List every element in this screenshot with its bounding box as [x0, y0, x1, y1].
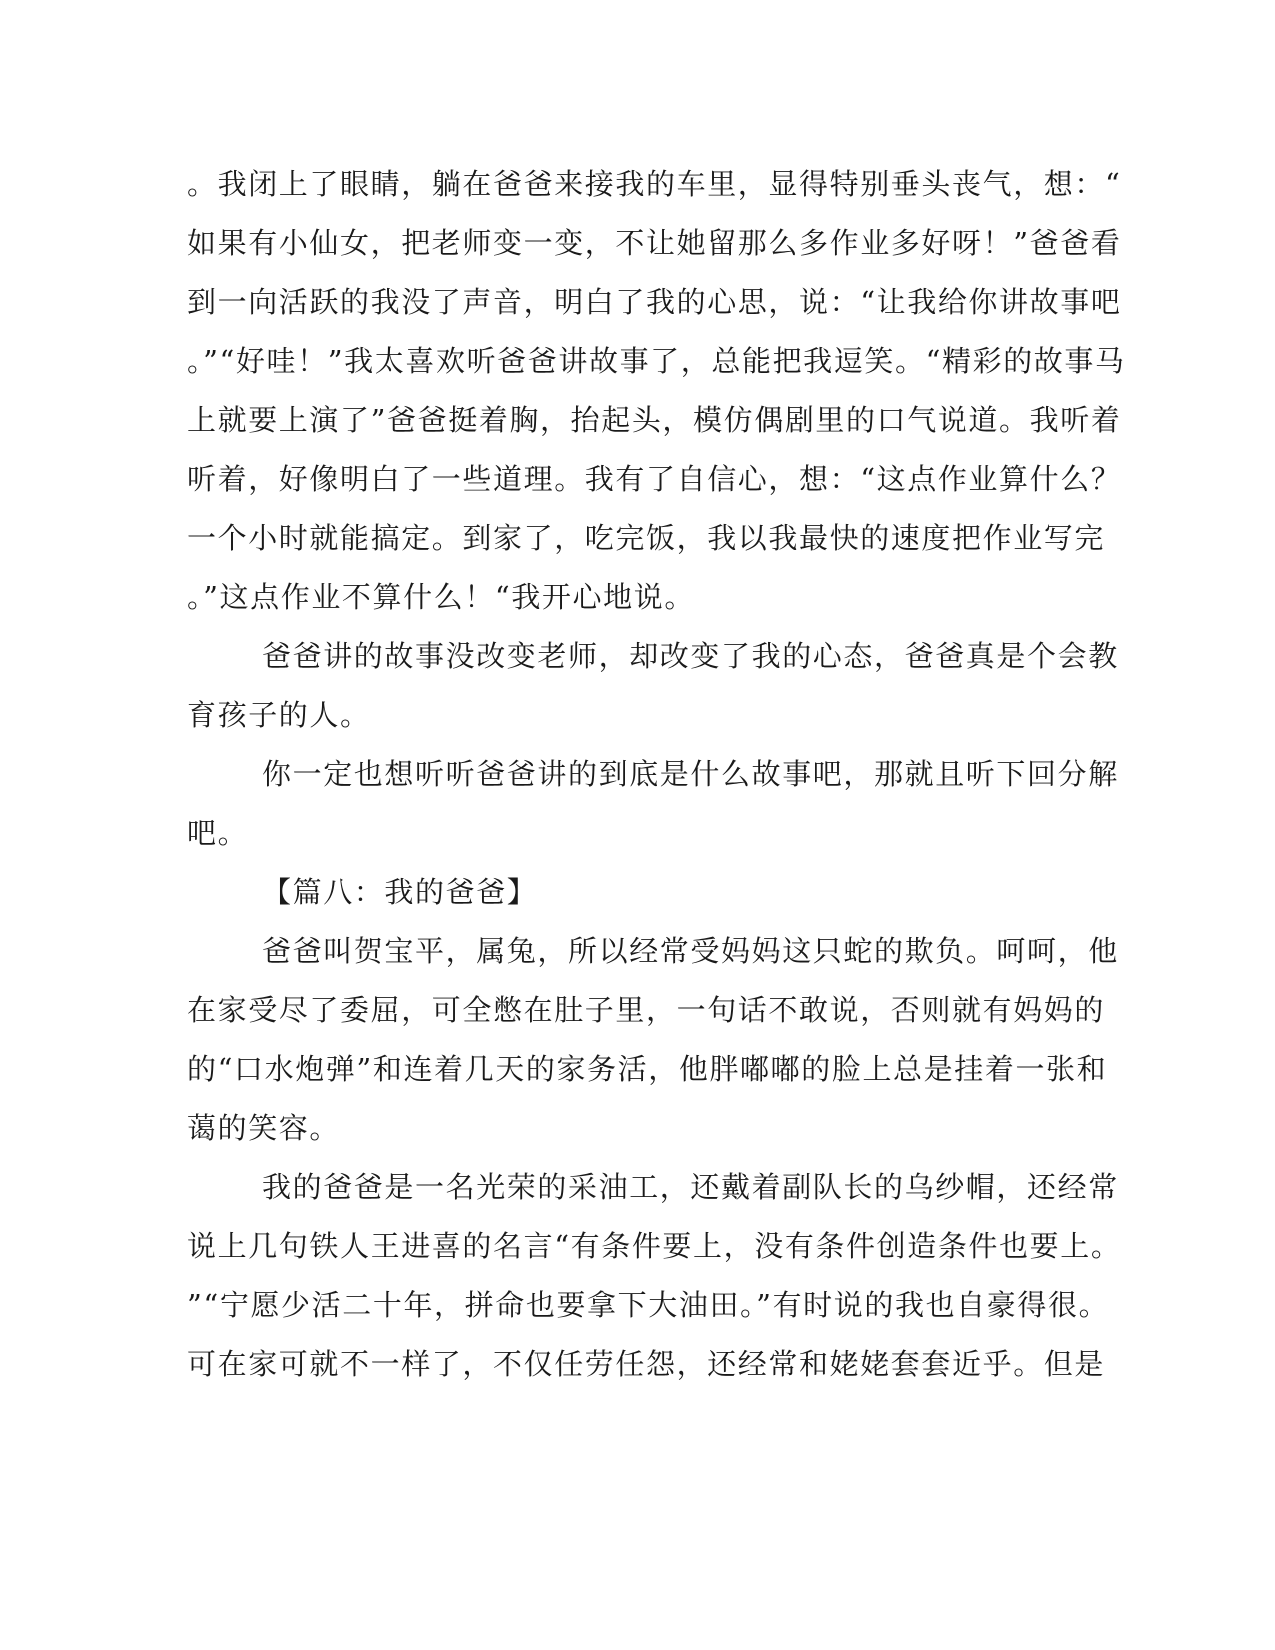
text-line: 。”这点作业不算什么！“我开心地说。	[187, 580, 695, 614]
text-line: 蔼的笑容。	[187, 1111, 341, 1145]
text-line: 说上几句铁人王进喜的名言“有条件要上，没有条件创造条件也要上。	[187, 1229, 1122, 1263]
paragraph-first-line: 你一定也想听听爸爸讲的到底是什么故事吧，那就且听下回分解	[262, 757, 1119, 791]
text-line: 育孩子的人。	[187, 698, 371, 732]
text-line: 一个小时就能搞定。到家了，吃完饭，我以我最快的速度把作业写完	[187, 521, 1106, 555]
section-heading: 【篇八：我的爸爸】	[262, 875, 538, 909]
paragraph-first-line: 爸爸讲的故事没改变老师，却改变了我的心态，爸爸真是个会教	[262, 639, 1119, 673]
text-line: 的“口水炮弹”和连着几天的家务活，他胖嘟嘟的脸上总是挂着一张和	[187, 1052, 1108, 1086]
text-line: 吧。	[187, 816, 249, 850]
text-line: 到一向活跃的我没了声音，明白了我的心思，说：“让我给你讲故事吧	[187, 285, 1122, 319]
text-line: 上就要上演了”爸爸挺着胸，抬起头，模仿偶剧里的口气说道。我听着	[187, 403, 1122, 437]
text-line: 如果有小仙女，把老师变一变，不让她留那么多作业多好呀！”爸爸看	[187, 226, 1122, 260]
text-line: 可在家可就不一样了，不仅任劳任怨，还经常和姥姥套套近乎。但是	[187, 1347, 1106, 1381]
text-line: 听着，好像明白了一些道理。我有了自信心，想：“这点作业算什么？	[187, 462, 1122, 496]
text-line: 。”“好哇！”我太喜欢听爸爸讲故事了，总能把我逗笑。“精彩的故事马	[187, 344, 1126, 378]
text-line: 在家受尽了委屈，可全憋在肚子里，一句话不敢说，否则就有妈妈的	[187, 993, 1106, 1027]
text-line: 。我闭上了眼睛，躺在爸爸来接我的车里，显得特别垂头丧气，想：“	[187, 167, 1122, 201]
paragraph-first-line: 爸爸叫贺宝平，属兔，所以经常受妈妈这只蛇的欺负。呵呵，他	[262, 934, 1119, 968]
text-line: ”“宁愿少活二十年，拼命也要拿下大油田。”有时说的我也自豪得很。	[187, 1288, 1110, 1322]
paragraph-first-line: 我的爸爸是一名光荣的采油工，还戴着副队长的乌纱帽，还经常	[262, 1170, 1119, 1204]
